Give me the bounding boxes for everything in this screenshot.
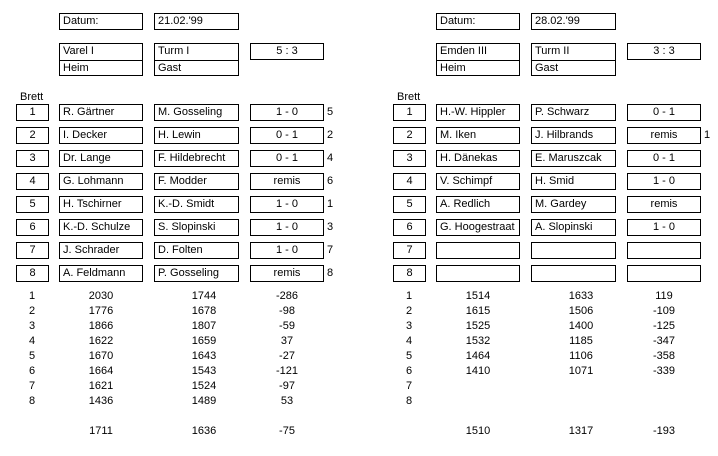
home-player-field[interactable]: Dr. Lange xyxy=(59,150,143,167)
rating-board-number: 8 xyxy=(406,395,413,407)
match-score[interactable]: 5 : 3 xyxy=(250,43,324,60)
away-rating: 1807 xyxy=(191,320,217,332)
home-rating: 1410 xyxy=(465,365,491,377)
result-field[interactable]: 1 - 0 xyxy=(250,196,324,213)
home-player-field[interactable]: J. Schrader xyxy=(59,242,143,259)
rating-board-number: 2 xyxy=(29,305,36,317)
home-team-name: Varel I xyxy=(63,45,94,57)
rating-diff: -59 xyxy=(279,320,295,332)
rating-board-number: 7 xyxy=(406,380,413,392)
rating-board-number: 2 xyxy=(406,305,413,317)
side-board-number: 2 xyxy=(327,129,334,141)
result-field[interactable] xyxy=(627,265,701,282)
rating-diff: -121 xyxy=(275,365,299,377)
board-number: 4 xyxy=(16,173,49,190)
home-rating: 1776 xyxy=(88,305,114,317)
side-board-number: 4 xyxy=(327,152,334,164)
result-field[interactable]: 1 - 0 xyxy=(250,242,324,259)
rating-diff: -98 xyxy=(279,305,295,317)
home-player-field[interactable]: G. Hoogestraat xyxy=(436,219,520,236)
result-field[interactable]: remis xyxy=(627,196,701,213)
rating-diff: -339 xyxy=(652,365,676,377)
board-number: 5 xyxy=(393,196,426,213)
home-label: Heim xyxy=(60,60,142,76)
board-number: 2 xyxy=(16,127,49,144)
board-number: 1 xyxy=(393,104,426,121)
rating-diff-average: -193 xyxy=(652,425,676,437)
home-rating: 1514 xyxy=(465,290,491,302)
away-rating: 1678 xyxy=(191,305,217,317)
rating-diff: -125 xyxy=(652,320,676,332)
away-player-field[interactable]: H. Lewin xyxy=(154,127,239,144)
board-number: 4 xyxy=(393,173,426,190)
away-team-name: Turm I xyxy=(158,45,190,57)
board-number: 7 xyxy=(393,242,426,259)
home-player-field[interactable]: A. Redlich xyxy=(436,196,520,213)
rating-diff: -109 xyxy=(652,305,676,317)
match-panel-2 xyxy=(377,0,718,456)
result-field[interactable]: 0 - 1 xyxy=(627,150,701,167)
rating-board-number: 4 xyxy=(406,335,413,347)
home-rating: 1532 xyxy=(465,335,491,347)
side-board-number: 5 xyxy=(327,106,334,118)
home-rating: 1525 xyxy=(465,320,491,332)
home-player-field[interactable]: A. Feldmann xyxy=(59,265,143,282)
away-label: Gast xyxy=(532,60,615,76)
board-number: 8 xyxy=(16,265,49,282)
home-player-field[interactable]: H. Dänekas xyxy=(436,150,520,167)
result-field[interactable]: remis xyxy=(627,127,701,144)
home-player-field[interactable]: R. Gärtner xyxy=(59,104,143,121)
board-number: 7 xyxy=(16,242,49,259)
date-field[interactable]: 21.02.'99 xyxy=(154,13,239,30)
home-rating: 1621 xyxy=(88,380,114,392)
home-team-box[interactable] xyxy=(436,43,520,76)
rating-board-number: 4 xyxy=(29,335,36,347)
side-board-number: 6 xyxy=(327,175,334,187)
board-number: 8 xyxy=(393,265,426,282)
result-field[interactable]: 0 - 1 xyxy=(627,104,701,121)
away-rating: 1400 xyxy=(568,320,594,332)
away-player-field[interactable] xyxy=(531,242,616,259)
result-field[interactable]: 1 - 0 xyxy=(627,219,701,236)
away-rating: 1106 xyxy=(569,350,593,362)
away-player-field[interactable]: F. Modder xyxy=(154,173,239,190)
home-player-field[interactable]: K.-D. Schulze xyxy=(59,219,143,236)
home-rating: 1670 xyxy=(88,350,114,362)
board-number: 1 xyxy=(16,104,49,121)
home-rating: 1436 xyxy=(88,395,114,407)
away-team-box[interactable] xyxy=(531,43,616,76)
away-team-box[interactable] xyxy=(154,43,239,76)
away-rating: 1543 xyxy=(191,365,217,377)
away-player-field[interactable]: K.-D. Smidt xyxy=(154,196,239,213)
side-board-number: 7 xyxy=(327,244,334,256)
rating-board-number: 5 xyxy=(406,350,413,362)
result-field[interactable]: 1 - 0 xyxy=(627,173,701,190)
result-field[interactable]: 1 - 0 xyxy=(250,104,324,121)
away-player-field[interactable]: S. Slopinski xyxy=(154,219,239,236)
home-rating: 1866 xyxy=(88,320,114,332)
rating-diff-average: -75 xyxy=(279,425,295,437)
board-number: 5 xyxy=(16,196,49,213)
rating-board-number: 7 xyxy=(29,380,36,392)
board-number: 6 xyxy=(16,219,49,236)
rating-diff: -358 xyxy=(652,350,676,362)
away-player-field[interactable]: M. Gosseling xyxy=(154,104,239,121)
rating-board-number: 6 xyxy=(29,365,36,377)
side-board-number: 1 xyxy=(327,198,334,210)
match-score[interactable]: 3 : 3 xyxy=(627,43,701,60)
away-rating-average: 1636 xyxy=(191,425,217,437)
rating-board-number: 1 xyxy=(406,290,413,302)
away-player-field[interactable]: E. Maruszcak xyxy=(531,150,616,167)
home-rating-average: 1510 xyxy=(465,425,491,437)
result-field[interactable]: 0 - 1 xyxy=(250,150,324,167)
home-rating: 1664 xyxy=(88,365,114,377)
home-rating: 2030 xyxy=(88,290,114,302)
date-field[interactable]: 28.02.'99 xyxy=(531,13,616,30)
result-field[interactable]: 1 - 0 xyxy=(250,219,324,236)
home-player-field[interactable]: V. Schimpf xyxy=(436,173,520,190)
result-field[interactable] xyxy=(627,242,701,259)
side-board-number: 1 xyxy=(704,129,711,141)
away-player-field[interactable]: F. Hildebrecht xyxy=(154,150,239,167)
away-player-field[interactable]: D. Folten xyxy=(154,242,239,259)
board-number: 6 xyxy=(393,219,426,236)
home-player-field[interactable]: H.-W. Hippler xyxy=(436,104,520,121)
rating-board-number: 8 xyxy=(29,395,36,407)
home-player-field[interactable]: H. Tschirner xyxy=(59,196,143,213)
rating-diff: 53 xyxy=(280,395,294,407)
away-player-field[interactable]: P. Schwarz xyxy=(531,104,616,121)
board-number: 2 xyxy=(393,127,426,144)
away-rating: 1506 xyxy=(568,305,594,317)
away-rating: 1489 xyxy=(191,395,217,407)
away-player-field[interactable] xyxy=(531,265,616,282)
away-rating: 1524 xyxy=(191,380,217,392)
home-player-field[interactable]: G. Lohmann xyxy=(59,173,143,190)
rating-board-number: 6 xyxy=(406,365,413,377)
away-rating: 1659 xyxy=(191,335,217,347)
away-team-name: Turm II xyxy=(535,45,570,57)
home-player-field[interactable] xyxy=(436,265,520,282)
rating-board-number: 3 xyxy=(29,320,36,332)
rating-board-number: 1 xyxy=(29,290,36,302)
date-label: Datum: xyxy=(436,13,520,30)
rating-diff: -347 xyxy=(652,335,676,347)
rating-diff: 37 xyxy=(280,335,294,347)
brett-label: Brett xyxy=(397,91,421,103)
away-player-field[interactable]: M. Gardey xyxy=(531,196,616,213)
result-field[interactable]: remis xyxy=(250,265,324,282)
brett-label: Brett xyxy=(20,91,44,103)
home-rating: 1615 xyxy=(465,305,491,317)
side-board-number: 8 xyxy=(327,267,334,279)
rating-diff: -286 xyxy=(275,290,299,302)
result-field[interactable]: 0 - 1 xyxy=(250,127,324,144)
away-rating: 1071 xyxy=(568,365,594,377)
away-rating-average: 1317 xyxy=(568,425,594,437)
home-player-field[interactable] xyxy=(436,242,520,259)
rating-board-number: 5 xyxy=(29,350,36,362)
home-rating: 1464 xyxy=(465,350,491,362)
home-label: Heim xyxy=(437,60,519,76)
home-rating: 1622 xyxy=(88,335,114,347)
home-team-box[interactable] xyxy=(59,43,143,76)
rating-diff: 119 xyxy=(655,290,673,302)
result-field[interactable]: remis xyxy=(250,173,324,190)
date-label: Datum: xyxy=(59,13,143,30)
away-label: Gast xyxy=(155,60,238,76)
away-rating: 1633 xyxy=(568,290,594,302)
rating-diff: -27 xyxy=(279,350,295,362)
home-player-field[interactable]: M. Iken xyxy=(436,127,520,144)
away-rating: 1185 xyxy=(569,335,593,347)
home-team-name: Emden III xyxy=(440,45,488,57)
board-number: 3 xyxy=(393,150,426,167)
away-player-field[interactable]: P. Gosseling xyxy=(154,265,239,282)
home-player-field[interactable]: I. Decker xyxy=(59,127,143,144)
board-number: 3 xyxy=(16,150,49,167)
away-rating: 1643 xyxy=(191,350,217,362)
rating-board-number: 3 xyxy=(406,320,413,332)
away-player-field[interactable]: J. Hilbrands xyxy=(531,127,616,144)
rating-diff: -97 xyxy=(279,380,295,392)
away-rating: 1744 xyxy=(191,290,217,302)
home-rating-average: 1711 xyxy=(89,425,113,437)
side-board-number: 3 xyxy=(327,221,334,233)
away-player-field[interactable]: A. Slopinski xyxy=(531,219,616,236)
away-player-field[interactable]: H. Smid xyxy=(531,173,616,190)
